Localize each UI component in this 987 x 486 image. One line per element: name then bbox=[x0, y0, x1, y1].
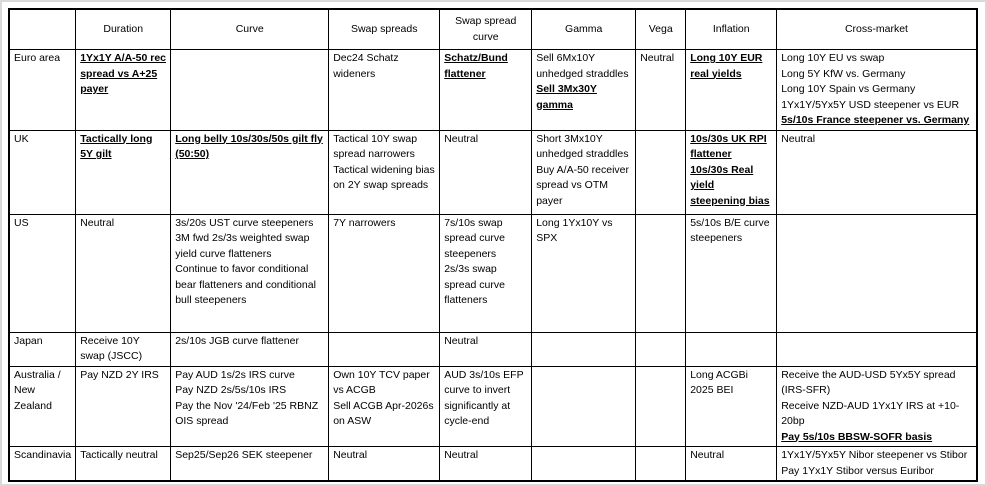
region-label: Euro area bbox=[9, 50, 76, 131]
column-header-vega: Vega bbox=[636, 9, 686, 50]
trade-item: Long 5Y KfW vs. Germany bbox=[781, 67, 906, 80]
cell-uk-swap-spreads bbox=[329, 130, 440, 214]
cell-scandinavia-duration bbox=[76, 447, 171, 482]
table-row-us bbox=[9, 214, 977, 332]
cell-australia-new-zealand-vega bbox=[636, 366, 686, 447]
cell-euro-area-swap-spreads bbox=[329, 50, 440, 131]
cell-euro-area-duration bbox=[76, 50, 171, 131]
trade-item: 2s/3s swap spread curve flatteners bbox=[444, 263, 505, 306]
trade-item: Schatz/Bund flattener bbox=[444, 52, 508, 80]
cell-australia-new-zealand-cross-market bbox=[777, 366, 977, 447]
trade-item: Neutral bbox=[690, 449, 725, 461]
trade-item: Long belly 10s/30s/50s gilt fly (50:50) bbox=[175, 132, 323, 160]
cell-scandinavia-curve bbox=[171, 447, 329, 482]
trade-item: Pay the Nov '24/Feb '25 RBNZ OIS spread bbox=[175, 399, 319, 427]
table-row-euro-area bbox=[9, 50, 977, 131]
trade-item: 5s/10s France steepener vs. Germany bbox=[781, 114, 970, 126]
table-row-japan bbox=[9, 332, 977, 366]
trade-item: Neutral bbox=[444, 449, 479, 461]
cell-uk-swap-spread-curve bbox=[440, 130, 532, 214]
trade-item: Buy A/A-50 receiver spread vs OTM payer bbox=[536, 163, 630, 207]
trade-item: Neutral bbox=[80, 216, 115, 229]
cell-uk-curve bbox=[171, 130, 329, 214]
column-header-swap-spreads: Swap spreads bbox=[329, 9, 440, 50]
trade-item: Receive the AUD-USD 5Yx5Y spread (IRS-SFR) bbox=[781, 368, 956, 396]
cell-australia-new-zealand-gamma bbox=[532, 366, 636, 447]
trade-item: Receive NZD-AUD 1Yx1Y IRS at +10-20bp bbox=[781, 399, 960, 427]
trade-item: AUD 3s/10s EFP curve to invert significantly at cycle-end bbox=[444, 368, 524, 427]
region-label: UK bbox=[9, 130, 76, 214]
trade-item: Tactical widening bias on 2Y swap spreads bbox=[333, 163, 435, 191]
cell-japan-swap-spreads bbox=[329, 332, 440, 366]
cell-japan-swap-spread-curve bbox=[440, 332, 532, 366]
cell-scandinavia-vega bbox=[636, 447, 686, 482]
cell-japan-curve bbox=[171, 332, 329, 366]
table-row-uk bbox=[9, 130, 977, 214]
trade-recommendations-table bbox=[8, 8, 978, 482]
trade-item: Own 10Y TCV paper vs ACGB bbox=[333, 368, 430, 396]
cell-uk-gamma bbox=[532, 130, 636, 214]
column-header-curve: Curve bbox=[171, 9, 329, 50]
cell-euro-area-inflation bbox=[686, 50, 777, 131]
trade-item: Tactically long 5Y gilt bbox=[80, 132, 153, 160]
trade-item: Long 10Y EU vs swap bbox=[781, 52, 885, 64]
trade-item: 5s/10s B/E curve steepeners bbox=[690, 216, 770, 244]
trade-item: Pay NZD 2s/5s/10s IRS bbox=[175, 384, 287, 396]
region-label: Japan bbox=[9, 332, 76, 366]
trade-item: Dec24 Schatz wideners bbox=[333, 52, 399, 80]
trade-item: Long ACGBi 2025 BEI bbox=[690, 368, 749, 396]
column-header-gamma: Gamma bbox=[532, 9, 636, 50]
trade-item: 10s/30s UK RPI flattener bbox=[690, 132, 767, 160]
trade-item: 3M fwd 2s/3s weighted swap yield curve flatteners bbox=[175, 232, 310, 260]
cell-uk-inflation bbox=[686, 130, 777, 214]
cell-uk-cross-market bbox=[777, 130, 977, 214]
trade-item: Tactically neutral bbox=[80, 449, 158, 461]
cell-us-inflation bbox=[686, 214, 777, 332]
trade-item: Neutral bbox=[333, 449, 368, 461]
table-row-scandinavia bbox=[9, 447, 977, 482]
table-header-row bbox=[9, 9, 977, 50]
trade-item: Long 1Yx10Y vs SPX bbox=[536, 216, 613, 244]
trade-item: Sell 6Mx10Y unhedged straddles bbox=[536, 52, 629, 80]
trade-item: Pay NZD 2Y IRS bbox=[80, 368, 159, 381]
trade-item: Sep25/Sep26 SEK steepener bbox=[175, 449, 313, 461]
trade-item: Sell ACGB Apr-2026s on ASW bbox=[333, 399, 434, 427]
trade-item: 1Yx1Y A/A-50 rec spread vs A+25 payer bbox=[80, 52, 167, 95]
region-label: Scandinavia bbox=[9, 447, 76, 482]
trade-item: Pay 1Yx1Y Stibor versus Euribor bbox=[781, 464, 934, 477]
trade-item: Tactical 10Y swap spread narrowers bbox=[333, 132, 418, 160]
trade-item: 2s/10s JGB curve flattener bbox=[175, 334, 299, 347]
cell-us-swap-spreads bbox=[329, 214, 440, 332]
trade-item: Pay AUD 1s/2s IRS curve bbox=[175, 368, 295, 381]
cell-japan-inflation bbox=[686, 332, 777, 366]
cell-us-curve bbox=[171, 214, 329, 332]
cell-uk-vega bbox=[636, 130, 686, 214]
cell-scandinavia-cross-market bbox=[777, 447, 977, 482]
cell-japan-duration bbox=[76, 332, 171, 366]
column-header-inflation: Inflation bbox=[686, 9, 777, 50]
cell-australia-new-zealand-curve bbox=[171, 366, 329, 447]
cell-us-gamma bbox=[532, 214, 636, 332]
cell-us-swap-spread-curve bbox=[440, 214, 532, 332]
cell-australia-new-zealand-swap-spreads bbox=[329, 366, 440, 447]
trade-item: Neutral bbox=[444, 132, 479, 145]
cell-scandinavia-inflation bbox=[686, 447, 777, 482]
trade-item: Continue to favor conditional bear flatteners and conditional bull steepeners bbox=[175, 263, 316, 306]
cell-scandinavia-gamma bbox=[532, 447, 636, 482]
trade-item: Neutral bbox=[781, 132, 816, 145]
trade-item: Neutral bbox=[444, 334, 479, 347]
trade-item: Long 10Y Spain vs Germany bbox=[781, 83, 916, 95]
cell-us-vega bbox=[636, 214, 686, 332]
trade-item: Short 3Mx10Y unhedged straddles bbox=[536, 132, 629, 160]
cell-japan-gamma bbox=[532, 332, 636, 366]
trade-item: 1Yx1Y/5Yx5Y Nibor steepener vs Stibor bbox=[781, 449, 968, 461]
column-header-swap-spread-curve: Swap spread curve bbox=[440, 9, 532, 50]
cell-us-cross-market bbox=[777, 214, 977, 332]
region-label: US bbox=[9, 214, 76, 332]
trade-item: Receive 10Y swap (JSCC) bbox=[80, 334, 143, 362]
cell-scandinavia-swap-spreads bbox=[329, 447, 440, 482]
trade-item: 7Y narrowers bbox=[333, 216, 396, 229]
trade-item: 10s/30s Real yield steepening bias bbox=[690, 163, 770, 207]
cell-scandinavia-swap-spread-curve bbox=[440, 447, 532, 482]
table-row-australia-new-zealand bbox=[9, 366, 977, 447]
region-label: Australia / New Zealand bbox=[9, 366, 76, 447]
trade-item: Neutral bbox=[640, 52, 675, 64]
column-header-cross-market: Cross-market bbox=[777, 9, 977, 50]
trade-item: 1Yx1Y/5Yx5Y USD steepener vs EUR bbox=[781, 98, 960, 111]
column-header-duration: Duration bbox=[76, 9, 171, 50]
cell-euro-area-curve bbox=[171, 50, 329, 131]
cell-japan-vega bbox=[636, 332, 686, 366]
trade-item: Long 10Y EUR real yields bbox=[690, 52, 763, 80]
cell-euro-area-vega bbox=[636, 50, 686, 131]
cell-australia-new-zealand-duration bbox=[76, 366, 171, 447]
cell-us-duration bbox=[76, 214, 171, 332]
trade-item: 3s/20s UST curve steepeners bbox=[175, 216, 314, 229]
trade-item: Sell 3Mx30Y gamma bbox=[536, 83, 597, 111]
cell-euro-area-cross-market bbox=[777, 50, 977, 131]
cell-australia-new-zealand-inflation bbox=[686, 366, 777, 447]
trade-item: 7s/10s swap spread curve steepeners bbox=[444, 216, 505, 260]
cell-australia-new-zealand-swap-spread-curve bbox=[440, 366, 532, 447]
corner-header bbox=[9, 9, 76, 50]
cell-euro-area-gamma bbox=[532, 50, 636, 131]
cell-euro-area-swap-spread-curve bbox=[440, 50, 532, 131]
cell-uk-duration bbox=[76, 130, 171, 214]
trade-item: Pay 5s/10s BBSW-SOFR basis bbox=[781, 430, 933, 443]
cell-japan-cross-market bbox=[777, 332, 977, 366]
